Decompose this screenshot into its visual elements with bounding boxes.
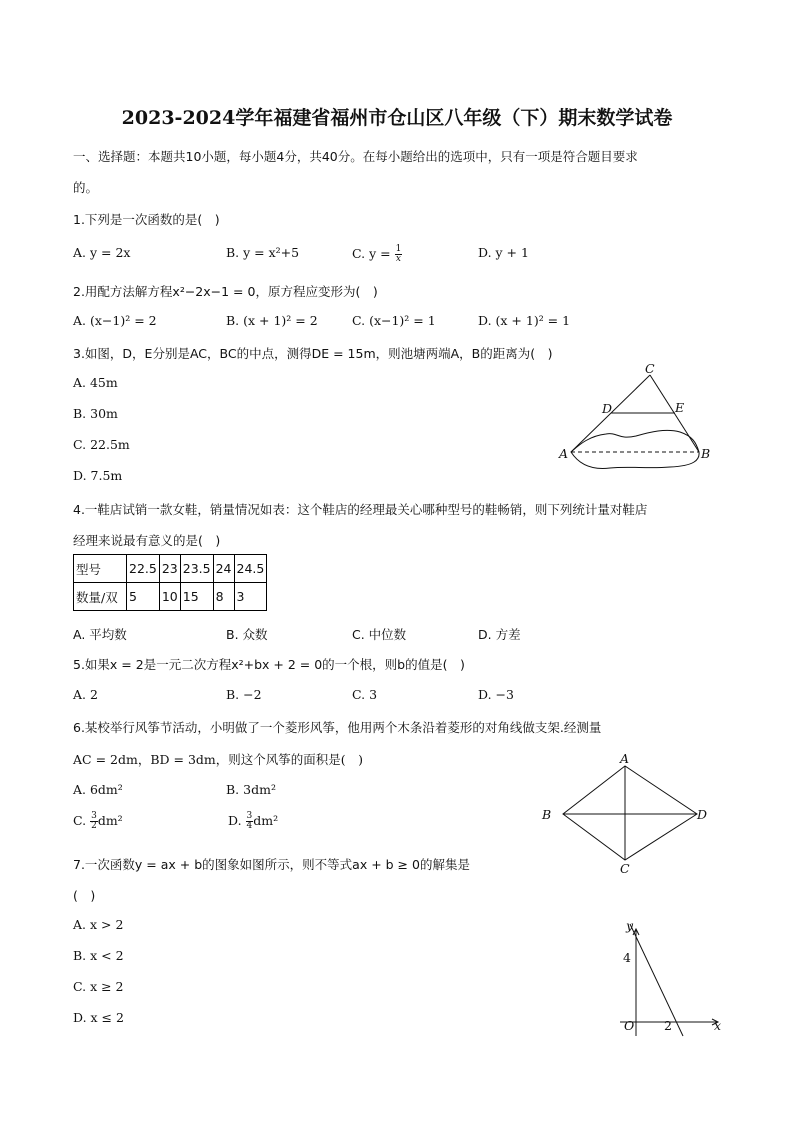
q2-option-d: D. (x + 1)² = 1 (478, 313, 571, 328)
q5-stem: 5.如果x = 2是一元二次方程x²+bx + 2 = 0的一个根，则b的值是( ) (73, 657, 465, 672)
table-row (74, 555, 267, 583)
q6-option-d-suffix: dm² (253, 813, 279, 828)
table-cell: 24 (213, 555, 234, 583)
q1-option-c (352, 245, 402, 264)
q6-c-denominator: 2 (91, 821, 97, 831)
graph-y-axis-label: y (626, 918, 634, 933)
q6-option-d-prefix: D. (228, 813, 246, 828)
table-cell: 15 (180, 583, 213, 611)
q5-option-c: C. 3 (352, 687, 378, 702)
rhombus-label-a: A (620, 751, 630, 766)
rhombus-label-d: D (697, 807, 708, 822)
triangle-pond-figure (550, 362, 730, 472)
table-header-count: 数量/双 (74, 583, 127, 611)
q7-option-d: D. x ≤ 2 (73, 1010, 124, 1025)
q3-option-d: D. 7.5m (73, 468, 123, 483)
rhombus-label-b: B (542, 807, 552, 822)
q6-d-numerator: 3 (246, 811, 253, 821)
table-cell: 23.5 (180, 555, 213, 583)
q2-option-b: B. (x + 1)² = 2 (226, 313, 318, 328)
table-cell: 24.5 (234, 555, 267, 583)
triangle-label-d: D (602, 401, 613, 416)
graph-origin-label: O (624, 1018, 635, 1033)
table-header-size: 型号 (74, 555, 127, 583)
q6-option-c (73, 812, 123, 831)
q1-c-numerator: 1 (395, 244, 402, 254)
rhombus-label-c: C (620, 861, 630, 876)
triangle-label-a: A (559, 446, 569, 461)
q7-option-a: A. x > 2 (73, 917, 124, 932)
shoe-sales-table (73, 554, 267, 611)
section-instructions-line1: 一、选择题：本题共10小题，每小题4分，共40分。在每小题给出的选项中，只有一项是符合题目要求 (73, 149, 638, 164)
q4-option-d: D. 方差 (478, 627, 521, 642)
table-cell: 23 (159, 555, 180, 583)
page-title: 2023-2024学年福建省福州市仓山区八年级（下）期末数学试卷 (121, 107, 673, 129)
q4-option-c: C. 中位数 (352, 627, 407, 642)
q4-option-a: A. 平均数 (73, 627, 127, 642)
q6-stem-line2: AC = 2dm，BD = 3dm，则这个风筝的面积是( ) (73, 752, 364, 767)
q2-stem: 2.用配方法解方程x²−2x−1 = 0，原方程应变形为( ) (73, 284, 378, 299)
table-row (74, 583, 267, 611)
q1-option-d: D. y + 1 (478, 245, 529, 260)
q3-option-c: C. 22.5m (73, 437, 130, 452)
graph-x-intercept-label: 2 (664, 1018, 672, 1033)
q6-stem-line1: 6.某校举行风筝节活动，小明做了一个菱形风筝，他用两个木条沿着菱形的对角线做支架.经测量 (73, 720, 602, 735)
q6-option-d (228, 812, 278, 831)
q6-option-a: A. 6dm² (73, 782, 123, 797)
q4-option-b: B. 众数 (226, 627, 268, 642)
triangle-label-e: E (675, 400, 685, 415)
q1-c-denominator: x (395, 254, 401, 264)
q1-option-b: B. y = x²+5 (226, 245, 300, 260)
graph-y-intercept-label: 4 (623, 950, 631, 965)
q2-option-c: C. (x−1)² = 1 (352, 313, 436, 328)
q2-option-a: A. (x−1)² = 2 (73, 313, 157, 328)
table-cell: 3 (234, 583, 267, 611)
q1-option-c-prefix: C. y = (352, 246, 395, 261)
table-cell: 10 (159, 583, 180, 611)
triangle-label-b: B (701, 446, 711, 461)
graph-x-axis-label: x (714, 1018, 722, 1033)
q7-stem-line1: 7.一次函数y = ax + b的图象如图所示，则不等式ax + b ≥ 0的解集是 (73, 857, 470, 872)
table-cell: 22.5 (127, 555, 160, 583)
q3-option-a: A. 45m (73, 375, 118, 390)
q6-c-numerator: 3 (91, 811, 97, 821)
q4-stem-line1: 4.一鞋店试销一款女鞋，销量情况如表：这个鞋店的经理最关心哪种型号的鞋畅销，则下列统计量对鞋店 (73, 502, 648, 517)
q3-stem: 3.如图，D，E分别是AC，BC的中点，测得DE = 15m，则池塘两端A，B的距离为( ) (73, 346, 553, 361)
q1-option-a: A. y = 2x (73, 245, 131, 260)
q7-stem-line2: ( ) (73, 888, 96, 903)
q5-option-b: B. −2 (226, 687, 262, 702)
q3-option-b: B. 30m (73, 406, 118, 421)
table-cell: 8 (213, 583, 234, 611)
q4-stem-line2: 经理来说最有意义的是( ) (73, 533, 221, 548)
section-instructions-line2: 的。 (73, 180, 99, 195)
triangle-label-c: C (645, 362, 655, 376)
q7-option-b: B. x < 2 (73, 948, 124, 963)
q6-option-c-suffix: dm² (97, 813, 123, 828)
q6-option-c-prefix: C. (73, 813, 91, 828)
table-cell: 5 (127, 583, 160, 611)
q5-option-d: D. −3 (478, 687, 514, 702)
q5-option-a: A. 2 (73, 687, 98, 702)
q7-option-c: C. x ≥ 2 (73, 979, 124, 994)
q1-stem: 1.下列是一次函数的是( ) (73, 212, 220, 227)
q6-option-b: B. 3dm² (226, 782, 276, 797)
linear-function-graph (610, 918, 730, 1043)
q6-d-denominator: 4 (246, 821, 253, 831)
rhombus-kite-figure (535, 750, 715, 880)
